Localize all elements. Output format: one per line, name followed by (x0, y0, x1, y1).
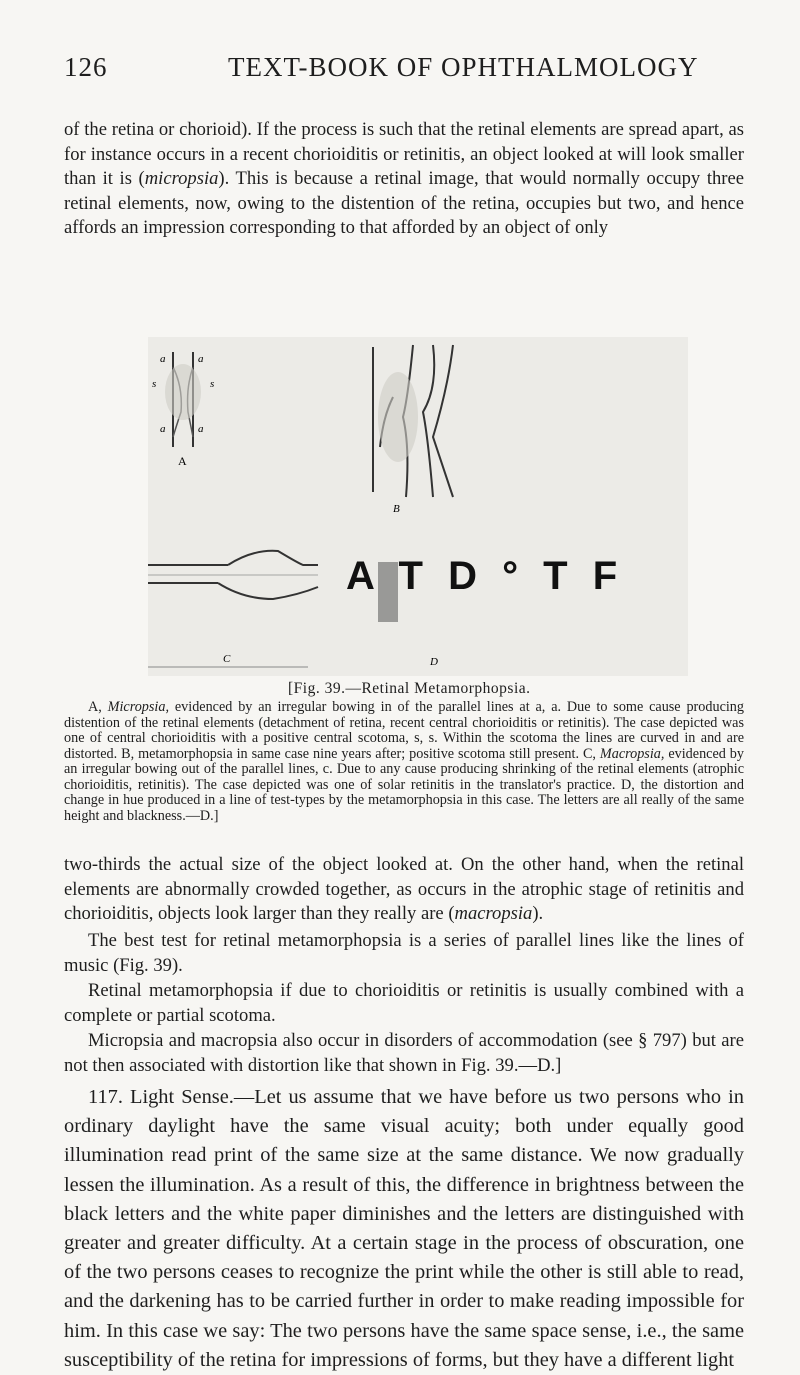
label-a3: a (160, 423, 166, 435)
section-number: 117. (88, 1086, 123, 1108)
text-run: ). This is because a retinal image, that would normally occupy three retinal elements, now, owing to the distention of the retina, occupies but two, and hence affords an impression corresponding to that afforded by an object of only (64, 168, 744, 239)
label-a1: a (160, 353, 166, 365)
label-panel-b: B (393, 503, 400, 515)
text-run: ). (532, 903, 544, 925)
figure-caption (64, 700, 744, 824)
term-micropsia: Micropsia, (107, 699, 169, 715)
term-macropsia: macropsia (454, 903, 533, 925)
label-s2: s (210, 378, 215, 390)
section-text: —Let us assume that we have before us two persons who in ordinary daylight have the same visual acuity; both under equally good illumination read print of the same size at the same distance. We now gradually lessen the illumination. As a result of this, the difference in brightness between the black letters and the white paper diminishes and the letters are distinguished with greater and greater difficulty. At a certain stage in the process of obscuration, one of the two persons ceases to recognize the print while the other is still able to read, and the darkening has to be carried further in order to make reading impossible for him. In this case we say: The two persons have the same space sense, i.e., the same susceptibility of the retina for impressions of forms, but they have a different light (64, 1086, 744, 1371)
label-panel-a: A (178, 454, 187, 468)
figure-caption-title: [Fig. 39.—Retinal Metamorphopsia. (288, 680, 531, 697)
label-a4: a (198, 423, 204, 435)
label-a2: a (198, 353, 204, 365)
label-panel-c: C (223, 653, 231, 665)
paragraph-micropsia (64, 118, 744, 241)
term-micropsia: micropsia (144, 168, 219, 190)
paragraph-macropsia (64, 853, 744, 927)
term-macropsia: Macropsia, (599, 745, 665, 762)
text-run: evidenced by an irregular bowing in of the parallel lines at a, a. Due to some cause producing distention of the retinal elements (detachment of retina, recent central chorioiditis or retinitis). The case depicted was one of central chorioiditis with a positive central scotoma, s, s. Within the scotoma the lines are curved in and are distorted. B, metamorphopsia in same case nine years after; positive scotoma still present. C, (64, 699, 744, 762)
text-run: evidenced by an irregular bowing out of the parallel lines, c. Due to any cause producing shrinking of the retinal elements (atrophic chorioiditis, retinitis). The case depicted was one of solar retinitis in the translator's practice. D, the distortion and change in hue produced in a line of test-types by the metamorphopsia in this case. The letters are all really of the same height and blackness.—D.] (64, 745, 744, 824)
section-heading: Light Sense. (129, 1086, 234, 1108)
text-run: two-thirds the actual size of the object looked at. On the other hand, when the retinal elements are abnormally crowded together, as occurs in the atrophic stage of retinitis and chorioiditis, objects look larger than they really are ( (64, 854, 744, 925)
label-s1: s (152, 378, 157, 390)
text-run: A, (88, 699, 108, 715)
figure-39-metamorphopsia (148, 337, 688, 676)
page-number: 126 (64, 52, 108, 82)
running-title: TEXT-BOOK OF OPHTHALMOLOGY (228, 52, 699, 82)
paragraph-accommodation: Micropsia and macropsia also occur in disorders of accommodation (see § 797) but are not then associated with distortion like that shown in Fig. 39.—D.] (64, 1030, 744, 1076)
section-117-light-sense (64, 1083, 744, 1375)
distorted-test-types: A T D ° T F (346, 554, 625, 598)
paragraph-best-test: The best test for retinal metamorphopsia is a series of parallel lines like the lines of music (Fig. 39). (64, 930, 744, 976)
text-run: of the retina or chorioid). If the process is such that the retinal elements are spread apart, as for instance occurs in a recent chorioiditis or retinitis, an object looked at will look smaller than it is ( (64, 119, 744, 190)
paragraph-scotoma: Retinal metamorphopsia if due to chorioiditis or retinitis is usually combined with a complete or partial scotoma. (64, 980, 744, 1026)
figure-background (148, 337, 688, 676)
label-panel-d: D (430, 656, 438, 668)
page-header (64, 52, 744, 92)
